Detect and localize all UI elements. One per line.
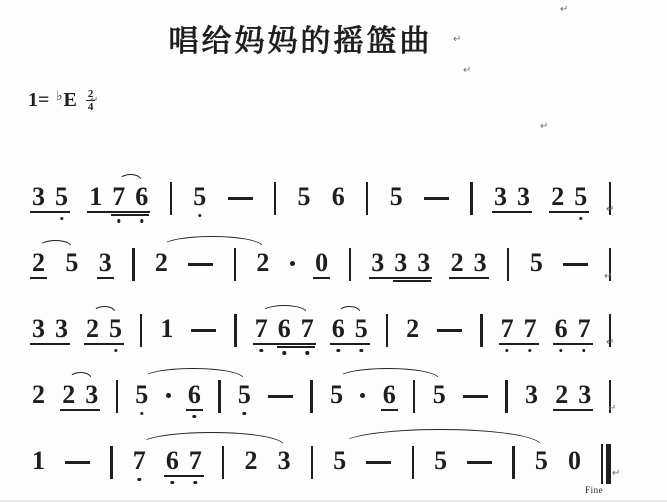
note: 5 xyxy=(135,380,149,409)
note: 2 xyxy=(555,380,569,409)
score xyxy=(32,170,611,500)
note-group xyxy=(332,316,368,342)
return-mark-icon: ↵ xyxy=(540,121,549,132)
meter-denominator: 4 xyxy=(87,101,94,114)
dash-note xyxy=(268,395,293,398)
barline xyxy=(512,446,514,479)
fine-label: Fine xyxy=(585,485,604,495)
note-group xyxy=(551,184,587,210)
note: 5 xyxy=(55,182,68,211)
note-group xyxy=(135,382,148,408)
barline xyxy=(366,182,368,215)
barline xyxy=(132,248,134,281)
note-group xyxy=(32,316,68,342)
note-group xyxy=(383,382,396,408)
note: 3 xyxy=(277,446,291,475)
return-mark-icon: ↵ xyxy=(606,204,615,215)
note: 7 xyxy=(500,314,514,343)
score-line xyxy=(32,170,611,236)
note: 6 xyxy=(135,182,149,211)
note: 6 xyxy=(554,314,568,343)
note: 3 xyxy=(525,380,538,409)
score-line xyxy=(32,434,611,500)
note-group xyxy=(32,250,45,276)
barline xyxy=(505,380,507,413)
note: 5 xyxy=(109,314,122,343)
note: 2 xyxy=(154,248,168,277)
note: 7 xyxy=(188,446,202,475)
dash-note xyxy=(563,263,588,266)
slur-arc xyxy=(161,236,263,247)
barline xyxy=(311,446,313,479)
note-group xyxy=(555,382,591,408)
slur-arc xyxy=(142,368,245,379)
note: 0 xyxy=(315,248,329,277)
note: 3 xyxy=(32,314,45,343)
note: 3 xyxy=(32,182,45,211)
slur-arc xyxy=(93,306,116,313)
note: 5 xyxy=(333,446,347,475)
note: 6 xyxy=(331,314,345,343)
barline xyxy=(234,248,236,281)
barline xyxy=(170,182,172,215)
return-mark-icon: ↵ xyxy=(453,34,462,45)
dash-note xyxy=(228,197,253,200)
note-group xyxy=(86,316,122,342)
note: 7 xyxy=(523,314,537,343)
note-group xyxy=(371,250,430,276)
augmentation-dot xyxy=(166,393,171,398)
note-group xyxy=(530,250,543,276)
barline xyxy=(349,248,351,281)
final-barline-thick xyxy=(606,444,611,484)
note: 5 xyxy=(574,182,588,211)
note-group xyxy=(278,448,291,474)
dash-note xyxy=(191,329,216,332)
note: 6 xyxy=(277,314,291,343)
score-line xyxy=(32,236,611,302)
dash-note xyxy=(65,461,90,464)
barline xyxy=(507,248,509,281)
note: 5 xyxy=(432,380,446,409)
dash-note xyxy=(366,461,391,464)
key-prefix: 1= xyxy=(28,89,50,112)
note-group xyxy=(99,250,112,276)
barline xyxy=(116,380,118,413)
note: 3 xyxy=(85,380,99,409)
note: 6 xyxy=(331,182,345,211)
note-group xyxy=(535,448,548,474)
double-underline-group xyxy=(112,184,148,210)
note-group xyxy=(297,184,310,210)
slur-arc xyxy=(337,368,440,379)
note-group xyxy=(188,382,201,408)
note: 2 xyxy=(32,248,45,277)
note: 3 xyxy=(98,248,112,277)
augmentation-dot xyxy=(360,393,365,398)
return-mark-icon: ↵ xyxy=(560,4,569,15)
note-group xyxy=(315,250,328,276)
note-group xyxy=(555,316,591,342)
barline xyxy=(310,380,312,413)
return-mark-icon: ↵ xyxy=(604,271,613,282)
note: 3 xyxy=(578,380,592,409)
note-group xyxy=(133,448,146,474)
note: 5 xyxy=(354,314,368,343)
barline xyxy=(412,446,414,479)
slur-arc xyxy=(139,432,284,445)
note: 2 xyxy=(551,182,565,211)
note: 7 xyxy=(577,314,591,343)
note: 6 xyxy=(165,446,179,475)
return-mark-icon: ↵ xyxy=(463,65,472,76)
note-group xyxy=(256,250,269,276)
barline xyxy=(274,182,276,215)
note: 3 xyxy=(473,248,487,277)
barline xyxy=(234,314,236,347)
slur-arc xyxy=(39,240,72,247)
note-group xyxy=(434,448,447,474)
note-group xyxy=(245,448,258,474)
barline xyxy=(140,314,142,347)
note: 3 xyxy=(417,248,431,277)
note-group xyxy=(166,448,202,474)
note-group xyxy=(62,382,98,408)
note-group xyxy=(193,184,206,210)
return-mark-icon: ↵ xyxy=(606,337,615,348)
note: 2 xyxy=(32,380,45,409)
barline xyxy=(218,380,220,413)
dash-note xyxy=(424,197,449,200)
note: 7 xyxy=(254,314,268,343)
key-letter: E xyxy=(63,89,77,112)
note: 7 xyxy=(112,182,126,211)
note: 1 xyxy=(32,446,45,475)
final-barline-thin xyxy=(601,444,603,484)
note: 7 xyxy=(132,446,146,475)
note: 7 xyxy=(300,314,314,343)
slur-arc xyxy=(261,305,307,313)
key-time-signature xyxy=(28,88,95,113)
note: 2 xyxy=(256,248,270,277)
note: 0 xyxy=(567,446,581,475)
note: 3 xyxy=(516,182,530,211)
note-group xyxy=(494,184,530,210)
slur-arc xyxy=(69,372,92,379)
dash-note xyxy=(463,395,488,398)
note-group xyxy=(330,382,343,408)
note: 5 xyxy=(237,380,251,409)
note: 5 xyxy=(434,446,448,475)
score-line xyxy=(32,302,611,368)
note-group xyxy=(568,448,581,474)
note: 5 xyxy=(297,182,311,211)
note: 5 xyxy=(534,446,548,475)
note-group xyxy=(390,184,403,210)
barline xyxy=(110,446,112,479)
barline xyxy=(470,182,472,215)
note-group xyxy=(32,184,68,210)
note: 5 xyxy=(65,248,79,277)
barline xyxy=(413,380,415,413)
note-group xyxy=(160,316,173,342)
barline xyxy=(386,314,388,347)
song-title: 唱给妈妈的摇篮曲 xyxy=(168,25,433,58)
slur-arc xyxy=(119,174,142,181)
note: 6 xyxy=(382,380,396,409)
note: 3 xyxy=(371,248,385,277)
barline xyxy=(480,314,482,347)
score-line xyxy=(32,368,611,434)
meter-numerator: 2 xyxy=(87,88,94,100)
note: 2 xyxy=(450,248,464,277)
note: 5 xyxy=(193,182,207,211)
note: 5 xyxy=(389,182,403,211)
note-group xyxy=(238,382,251,408)
note: 2 xyxy=(62,380,76,409)
note: 1 xyxy=(89,182,103,211)
return-mark-icon: ↵ xyxy=(612,468,621,479)
dash-note xyxy=(437,329,462,332)
note: 3 xyxy=(394,248,408,277)
note-group xyxy=(89,184,148,210)
note-group xyxy=(255,316,314,342)
note-group xyxy=(433,382,446,408)
note: 3 xyxy=(493,182,507,211)
note: 2 xyxy=(244,446,258,475)
note-group xyxy=(332,184,345,210)
note-group xyxy=(32,448,45,474)
double-underline-group xyxy=(394,250,430,276)
note-group xyxy=(65,250,78,276)
note-group xyxy=(501,316,537,342)
note: 1 xyxy=(160,314,174,343)
barline xyxy=(222,446,224,479)
note: 5 xyxy=(330,380,344,409)
flat-symbol: ♭ xyxy=(56,87,63,103)
final-barline xyxy=(585,444,611,495)
note: 2 xyxy=(86,314,99,343)
dash-note xyxy=(467,461,492,464)
note: 6 xyxy=(187,380,201,409)
note-group xyxy=(32,382,45,408)
double-underline-group xyxy=(278,316,314,342)
note: 2 xyxy=(406,314,420,343)
note-group xyxy=(451,250,487,276)
note: 3 xyxy=(55,314,68,343)
return-mark-icon: ↵ xyxy=(608,403,617,414)
note-group xyxy=(406,316,419,342)
note-group xyxy=(525,382,538,408)
note: 5 xyxy=(529,248,543,277)
dash-note xyxy=(188,263,213,266)
note-group xyxy=(333,448,346,474)
augmentation-dot xyxy=(290,261,295,266)
return-mark-icon: ↵ xyxy=(90,95,99,106)
note-group xyxy=(155,250,168,276)
slur-arc xyxy=(338,306,361,313)
